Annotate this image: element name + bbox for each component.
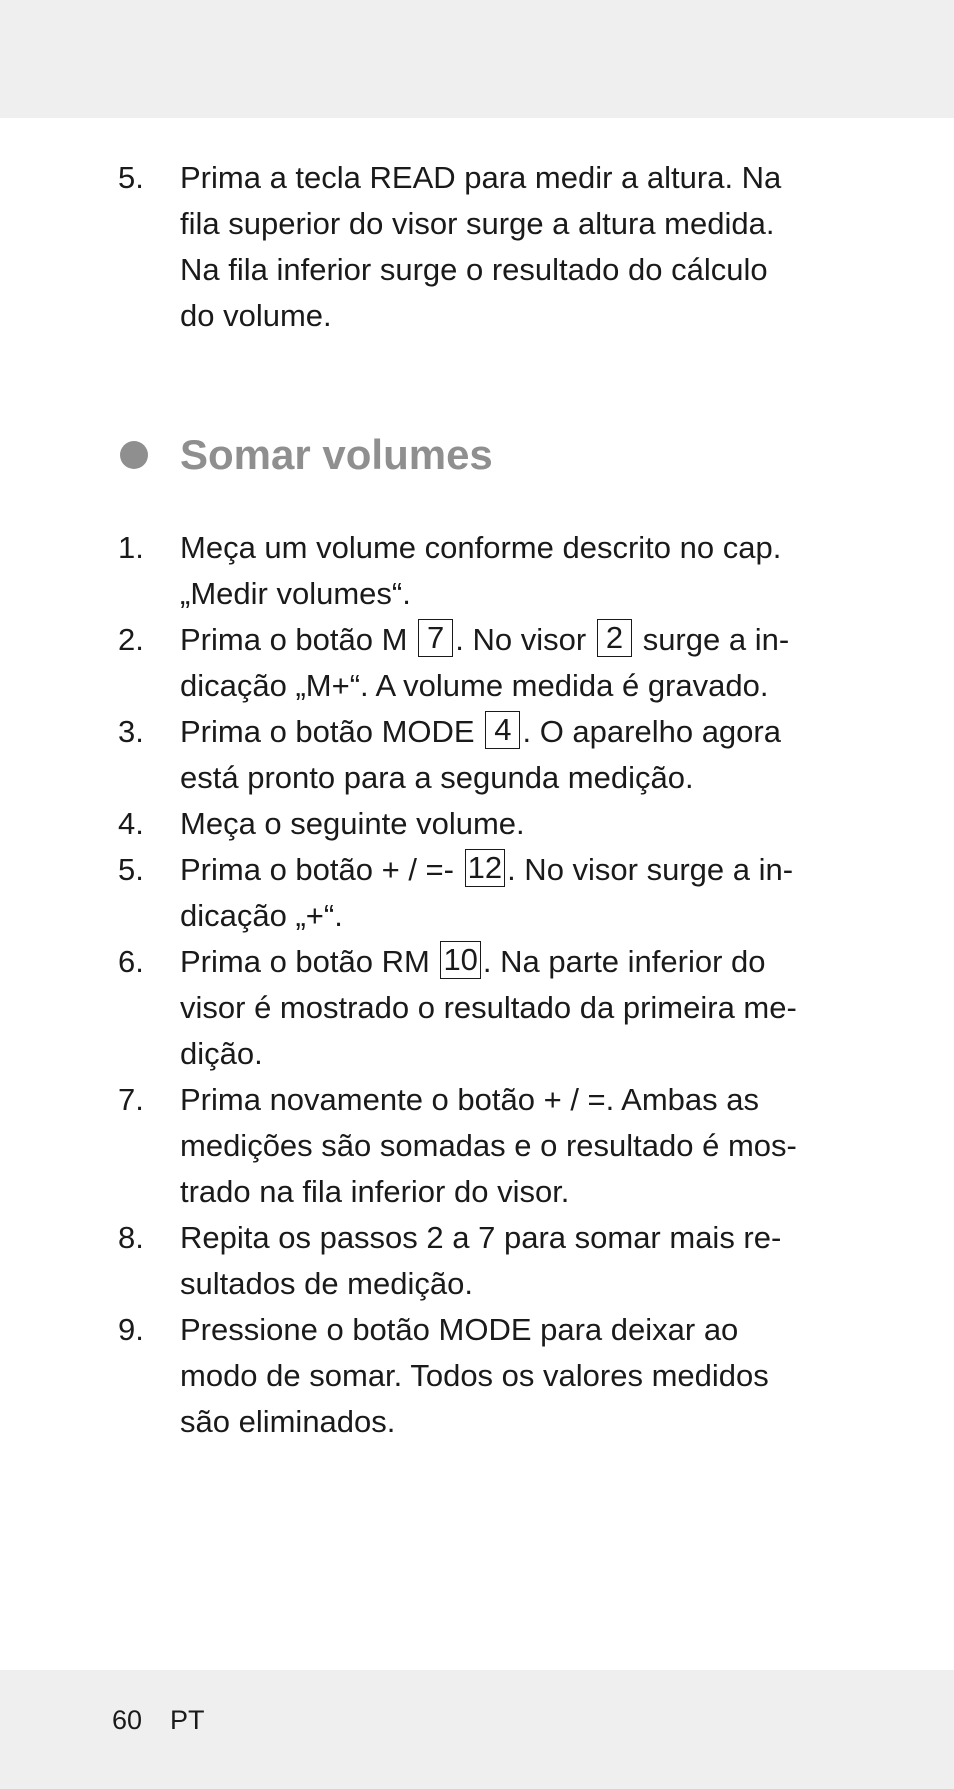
- bullet-icon: [120, 441, 148, 469]
- text-line: Na fila inferior surge o resultado do cálculo: [180, 252, 768, 287]
- step-number: 5.: [118, 852, 144, 887]
- part-ref-box: 2: [597, 619, 632, 657]
- step-number: 3.: [118, 714, 144, 749]
- text-line: Meça o seguinte volume.: [180, 806, 525, 841]
- step-text: [180, 525, 860, 617]
- text-line: Pressione o botão MODE para deixar ao: [180, 1312, 739, 1347]
- part-ref-box: 10: [440, 941, 480, 979]
- step-text: [180, 1307, 860, 1445]
- step-text: [180, 1077, 860, 1215]
- text-line: medições são somadas e o resultado é mos-: [180, 1128, 797, 1163]
- step-number: 9.: [118, 1312, 144, 1347]
- text-line: trado na fila inferior do visor.: [180, 1174, 570, 1209]
- text-line: Prima o botão RM 10 . Na parte inferior do: [180, 942, 766, 979]
- text-line: são eliminados.: [180, 1404, 396, 1439]
- step-number: 7.: [118, 1082, 144, 1117]
- text-line: dição.: [180, 1036, 263, 1071]
- step-text: [180, 617, 860, 709]
- text-line: fila superior do visor surge a altura medida.: [180, 206, 775, 241]
- text-line: dicação „M+“. A volume medida é gravado.: [180, 668, 769, 703]
- part-ref-box: 12: [465, 849, 505, 887]
- step-text: [180, 1215, 860, 1307]
- text-line: modo de somar. Todos os valores medidos: [180, 1358, 769, 1393]
- step-text: [180, 155, 860, 339]
- language-code: PT: [170, 1705, 205, 1735]
- step-text: [180, 939, 860, 1077]
- step-number: 5.: [118, 160, 144, 195]
- text-line: está pronto para a segunda medição.: [180, 760, 694, 795]
- step-number: 1.: [118, 530, 144, 565]
- text-line: Prima a tecla READ para medir a altura. Na: [180, 160, 782, 195]
- step-text: [180, 709, 860, 801]
- part-ref-box: 7: [418, 619, 453, 657]
- step-number: 4.: [118, 806, 144, 841]
- step-text: [180, 847, 860, 939]
- step-number: 2.: [118, 622, 144, 657]
- text-line: Prima o botão M 7 . No visor 2 surge a in-: [180, 620, 790, 657]
- step-text: [180, 801, 860, 847]
- section-title: Somar volumes: [180, 431, 493, 478]
- text-line: Repita os passos 2 a 7 para somar mais re-: [180, 1220, 782, 1255]
- text-line: Prima novamente o botão + / =. Ambas as: [180, 1082, 759, 1117]
- step-number: 8.: [118, 1220, 144, 1255]
- text-line: „Medir volumes“.: [180, 576, 411, 611]
- part-ref-box: 4: [485, 711, 520, 749]
- text-line: Prima o botão + / =- 12 . No visor surge a in-: [180, 850, 794, 887]
- top-band: [0, 0, 954, 118]
- text-line: visor é mostrado o resultado da primeira me-: [180, 990, 797, 1025]
- text-line: sultados de medição.: [180, 1266, 473, 1301]
- text-line: do volume.: [180, 298, 332, 333]
- text-line: Meça um volume conforme descrito no cap.: [180, 530, 782, 565]
- step-number: 6.: [118, 944, 144, 979]
- page-footer: [112, 1700, 233, 1740]
- text-line: dicação „+“.: [180, 898, 343, 933]
- text-line: Prima o botão MODE 4 . O aparelho agora: [180, 712, 781, 749]
- page-number: 60: [112, 1705, 143, 1735]
